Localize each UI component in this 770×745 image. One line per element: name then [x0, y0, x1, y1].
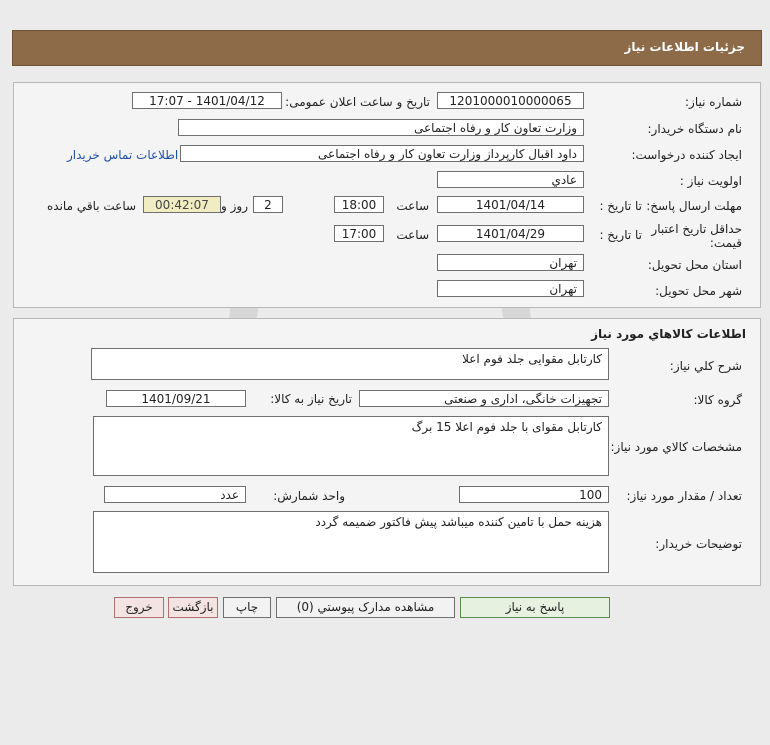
qty-field: 100	[459, 486, 609, 503]
announce-label: تاریخ و ساعت اعلان عمومی:	[285, 95, 430, 109]
notes-field: هزینه حمل با تامین کننده میباشد پیش فاکتور ضمیمه گردد	[93, 511, 609, 573]
remaining-label: ساعت باقي مانده	[47, 199, 137, 213]
buyer-org-label: نام دستگاه خریدار:	[647, 122, 742, 136]
requester-field: داود اقبال کارپرداز وزارت تعاون کار و رفاه اجتماعی	[180, 145, 584, 162]
unit-label: واحد شمارش:	[273, 489, 345, 503]
need-number-field: 1201000010000065	[437, 92, 584, 109]
spec-label: مشخصات کالاي مورد نیاز:	[610, 440, 742, 454]
summary-label: شرح کلي نیاز:	[669, 359, 742, 373]
print-button[interactable]: چاپ	[223, 597, 271, 618]
buyer-contact-link[interactable]: اطلاعات تماس خریدار	[67, 148, 179, 162]
notes-label: توضیحات خریدار:	[655, 537, 742, 551]
validity-label-line1: حداقل تاریخ اعتبار	[651, 222, 742, 236]
priority-field: عادي	[437, 171, 584, 188]
need-date-label: تاریخ نیاز به کالا:	[270, 392, 352, 406]
attachments-button[interactable]: مشاهده مدارک پیوستي (0)	[276, 597, 455, 618]
reply-deadline-label: مهلت ارسال پاسخ:	[646, 199, 742, 213]
summary-field: کارتابل مقوایی جلد فوم اعلا	[91, 348, 609, 380]
exit-button[interactable]: خروج	[114, 597, 164, 618]
validity-time-label: ساعت	[396, 228, 429, 242]
page-header	[12, 30, 762, 66]
validity-date-field: 1401/04/29	[437, 225, 584, 242]
need-info-panel	[13, 82, 761, 308]
requester-label: ایجاد کننده درخواست:	[631, 148, 742, 162]
back-button[interactable]: بازگشت	[168, 597, 218, 618]
days-label: روز و	[221, 199, 248, 213]
qty-label: تعداد / مقدار مورد نیاز:	[626, 489, 742, 503]
city-label: شهر محل تحویل:	[655, 284, 742, 298]
page-title: جزئیات اطلاعات نیاز	[624, 40, 745, 54]
group-label: گروه کالا:	[693, 393, 742, 407]
buyer-org-field: وزارت تعاون کار و رفاه اجتماعی	[178, 119, 584, 136]
remaining-time-field: 00:42:07	[143, 196, 221, 213]
province-label: استان محل تحویل:	[647, 258, 742, 272]
spec-field: کارتابل مقوای با جلد فوم اعلا 15 برگ	[93, 416, 609, 476]
need-date-field: 1401/09/21	[106, 390, 246, 407]
reply-time-label: ساعت	[396, 199, 429, 213]
reply-date-field: 1401/04/14	[437, 196, 584, 213]
priority-label: اولویت نیاز :	[679, 174, 742, 188]
reply-button[interactable]: پاسخ به نیاز	[460, 597, 610, 618]
reply-time-field: 18:00	[334, 196, 384, 213]
city-field: تهران	[437, 280, 584, 297]
reply-to-date-label: تا تاریخ :	[599, 199, 642, 213]
province-field: تهران	[437, 254, 584, 271]
days-remaining-field: 2	[253, 196, 283, 213]
validity-label-line2: قیمت:	[709, 236, 742, 250]
group-field: تجهیزات خانگی، اداری و صنعتی	[359, 390, 609, 407]
goods-section-title: اطلاعات کالاهاي مورد نیاز	[591, 327, 746, 341]
announce-datetime-field: 1401/04/12 - 17:07	[132, 92, 282, 109]
need-number-label: شماره نیاز:	[685, 95, 742, 109]
unit-field: عدد	[104, 486, 246, 503]
validity-time-field: 17:00	[334, 225, 384, 242]
validity-to-date-label: تا تاریخ :	[599, 228, 642, 242]
